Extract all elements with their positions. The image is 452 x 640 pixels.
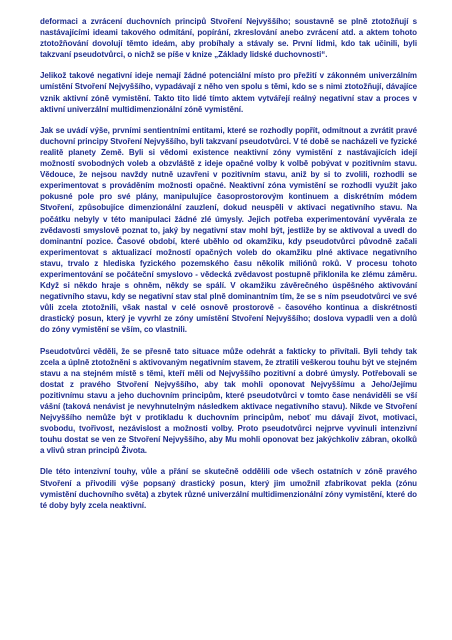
document-page [40, 16, 417, 521]
paragraph-1: deformaci a zvrácení duchovních principů Stvoření Nejvyššího; soustavně se plně ztotožňují s nastávajícími ideami takového odmítání, popírání, zkreslování anebo zvrácení atd. a aktem tohoto ztotožňování dovolují těmto ideám, aby probíhaly a stávaly se. První lidmi, kdo tak učinili, byli takzvaní pseudotvůrci, o nichž se píše v knize „Základy lidské duchovnosti“. [40, 17, 417, 60]
paragraph-5: Dle této intenzivní touhy, vůle a přání se skutečně oddělili ode všech ostatních v zóně pravého Stvoření a přivodili výše popsaný drastický posun, který jim umožnil zfabrikovat pekla (zónu vymistění duchovního světa) a zbytek různé univerzální multidimenzionální zóny vymistění, které do té doby byly zcela neaktivní. [40, 467, 417, 510]
paragraph-3: Jak se uvádí výše, prvními sentientními entitami, které se rozhodly popřít, odmítnout a zvrátit pravé duchovní principy Stvoření Nejvyššího, byli takzvaní pseudotvůrci. V té době se nacházeli ve fyzické realitě planety Země. Byli si vědomi existence neaktivní zóny vymistění z nastávajících idejí možností svobodných voleb a obzvláště z ideje opačné volby k volbě pobývat v pozitivním stavu. Vědouce, že nejsou navždy nutně uzavřeni v pozitivním stavu, aniž by si to zvolili, rozhodli se experimentovat s prováděním možnosti opačné. Neaktivní zóna vymistění se rozhodli využít jako pokusné pole pro své plány, manipulujíce časoprostorovým kontinuem a diskrétním módem Stvoření, způsobujíce dimenzionální zauzlení, dokud neuspěli v aktivaci negativního stavu. Na počátku nebyly v této manipulaci žádné zlé úmysly. Jejich potřeba experimentování vyvěrala ze zvědavosti smyslově poznat to, jaký by negativní stav mohl být, jestliže by se aktivoval a uvedl do dominantní pozice. Časové období, které uběhlo od okamžiku, kdy pseudotvůrci původně začali experimentovat s aktualizací možností opačných voleb do okamžiku plné aktivace negativního stavu, trvalo z hlediska fyzického pozemského času několik miliónů roků. V procesu tohoto experimentování se počáteční smyslovo - vědecká zvědavost postupně přiklonila ke zlému záměru. Když si někdo hraje s ohněm, někdy se spálí. V okamžiku závěrečného úspěšného aktivování negativního stavu, kdy se negativní stav stal plně dominantním tím, že se s ním pseudotvůrci ve své vůli zcela ztotožnili, však nastal v celé osnově prostorově - časového kontinua a diskrétnosti drastický posun, který je vyvrhl ze zóny umístění Stvoření Nejvyššího; doslova vypadli ven a dolů do zóny vymistění se vším, co vlastnili. [40, 125, 417, 335]
paragraph-2: Jelikož takové negativní ideje nemají žádné potenciální místo pro přežití v zákonném univerzálním umístění Stvoření Nejvyššího, vypadávají z něho ven spolu s těmi, kdo se s nimi ztotožňují, dávajíce vznik aktivní zóně vymistění. Takto tito lidé tímto aktem vytvářejí reálný negativní stav a proces v aktivní univerzální multidimenzionální zóně vymistění. [40, 71, 417, 114]
paragraph-4: Pseudotvůrci věděli, že se přesně tato situace může odehrát a fakticky to přivítali. Byli tehdy tak zcela a úplně ztotožněni s aktivovaným negativním stavem, že ztratili veškerou touhu být ve stejném stavu a na stejném místě s těmi, kteří měli od Nejvyššího pozitivní a dobré úmysly. Potřebovali se dostat z pravého Stvoření Nejvyššího, aby tak mohli oponovat Nejvyššímu a Jeho/Jejímu pozitivnímu stavu a jeho duchovním principům, které pseudotvůrci v tomto čase nenáviděli se vší vášní (taková nenávist je nevyhnutelným následkem aktivace negativního stavu). Nikde ve Stvoření Nejvyššího nemůže být v protikladu k duchovním principům, neboť mu dávají život, motivaci, svobodu, tvořivost, nezávislost a možnosti volby. Proto pseudotvůrci nejprve vyvinuli intenzivní touhu dostat se ven ze Stvoření Nejvyššího, aby Mu mohli oponovat bez jakýchkoliv zábran, okolků a vlivů stran principů Života. [40, 346, 417, 456]
